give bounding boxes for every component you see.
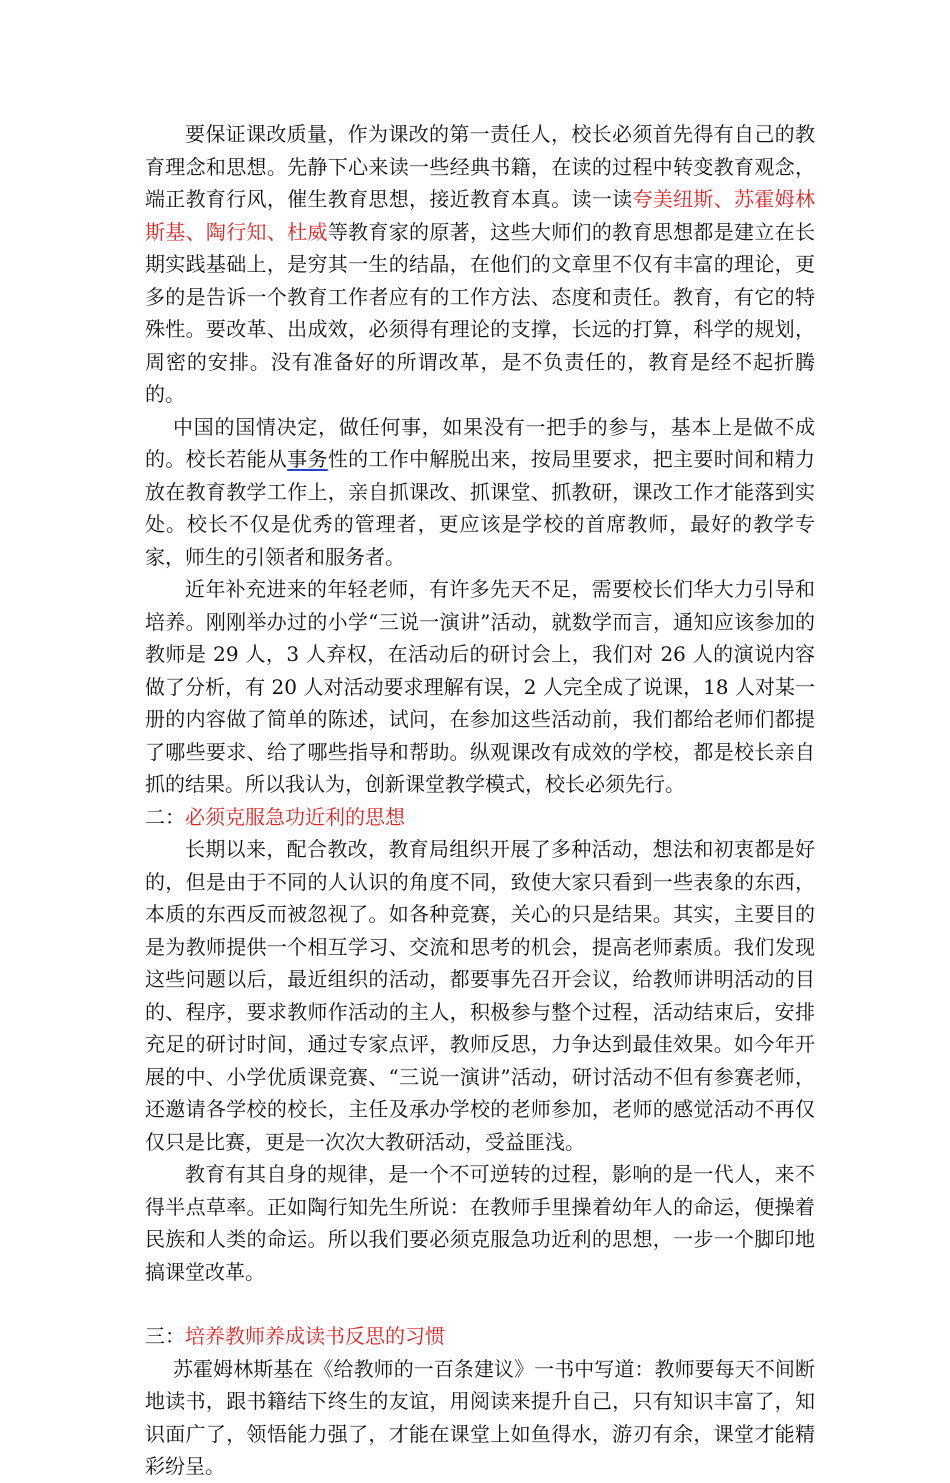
paragraph-text: 等教育家的原著，这些大师们的教育思想都是建立在长期实践基础上，是穷其一生的结晶，在他们的文章里不仅有丰富的理论，更多的是告诉一个教育工作者应有的工作方法、态度和责任。教育，有它的特殊性。要改革、出成效，必须得有理论的支撑，长远的打算，科学的规划，周密的安排。没有准备好的所谓改革，是不负责任的，教育是经不起折腾的。 bbox=[145, 219, 815, 406]
section-heading-three bbox=[145, 1320, 815, 1353]
heading-text: 培养教师养成读书反思的习惯 bbox=[185, 1324, 445, 1348]
paragraph-text: 要保证课改质量，作为课改的第一责任人，校长必须首先得有自己的教育理念和思想。先静下心来读一些经典书籍，在读的过程中转变教育观念，端正教育行风，催生教育思想，接近教育本真。读一读 bbox=[145, 122, 815, 211]
paragraph-reading-habit bbox=[145, 1353, 815, 1483]
highlighted-educators: 夸美纽斯、苏霍姆林斯基、陶行知、杜威 bbox=[145, 187, 815, 244]
section-heading-two bbox=[145, 801, 815, 834]
heading-number: 二： bbox=[145, 804, 185, 829]
underlined-word: 事务 bbox=[287, 447, 328, 471]
heading-number: 三： bbox=[145, 1324, 185, 1348]
paragraph-text: 苏霍姆林斯基在《给教师的一百条建议》一书中写道：教师要每天不间断地读书，跟书籍结下终生的友谊，用阅读来提升自己，只有知识丰富了，知识面广了，领悟能力强了，才能在课堂上如鱼得水，游刃有余，课堂才能精彩纷呈。 bbox=[145, 1356, 815, 1478]
paragraph-leadership bbox=[145, 411, 815, 574]
paragraph-text: 近年补充进来的年轻老师，有许多先天不足，需要校长们华大力引导和培养。刚刚举办过的小学“三说一演讲”活动，就数学而言，通知应该参加的教师是 29 人，3 人弃权，在活动后的研讨会上，我们对 26 人的演说内容做了分析，有 20 人对活动要求理解有误，2 人完全成了说课，18 人对某一册的内容做了简单的陈述，试问，在参加这些活动前，我们都给老师们都提了哪些要求、给了哪些指导和帮助。纵观课改有成效的学校，都是校长亲自抓的结果。所以我认为，创新课堂教学模式，校长必须先行。 bbox=[145, 577, 815, 796]
paragraph-text: 长期以来，配合教改，教育局组织开展了多种活动，想法和初衷都是好的，但是由于不同的人认识的角度不同，致使大家只看到一些表象的东西，本质的东西反而被忽视了。如各种竞赛，关心的只是结果。其实，主要目的是为教师提供一个相互学习、交流和思考的机会，提高老师素质。我们发现这些问题以后，最近组织的活动，都要事先召开会议，给教师讲明活动的目的、程序，要求教师作活动的主人，积极参与整个过程，活动结束后，安排充足的研讨时间，通过专家点评，教师反思，力争达到最佳效果。如今年开展的中、小学优质课竞赛、“三说一演讲”活动，研讨活动不但有参赛老师，还邀请各学校的校长，主任及承办学校的老师参加，老师的感觉活动不再仅仅只是比赛，更是一次次大教研活动，受益匪浅。 bbox=[145, 837, 815, 1154]
paragraph-young-teachers bbox=[145, 573, 815, 801]
paragraph-education-law bbox=[145, 1158, 815, 1288]
heading-text: 必须克服急功近利的思想 bbox=[185, 804, 405, 829]
paragraph-text: 性的工作中解脱出来，按局里要求，把主要时间和精力放在教育教学工作上，亲自抓课改、抓课堂、抓教研，课改工作才能落到实处。校长不仅是优秀的管理者，更应该是学校的首席教师，最好的教学专家，师生的引领者和服务者。 bbox=[145, 447, 815, 569]
paragraph-activities bbox=[145, 833, 815, 1158]
paragraph-text: 中国的国情决定，做任何事，如果没有一把手的参与，基本上是做不成的。校长若能从 bbox=[145, 414, 815, 471]
blank-line bbox=[145, 1288, 815, 1320]
paragraph-text: 教育有其自身的规律，是一个不可逆转的过程，影响的是一代人，来不得半点草率。正如陶行知先生所说：在教师手里操着幼年人的命运，便操着民族和人类的命运。所以我们要必须克服急功近利的思想，一步一个脚印地搞课堂改革。 bbox=[145, 1162, 815, 1284]
paragraph-principal-philosophy bbox=[145, 118, 815, 411]
document-body bbox=[145, 118, 815, 1483]
